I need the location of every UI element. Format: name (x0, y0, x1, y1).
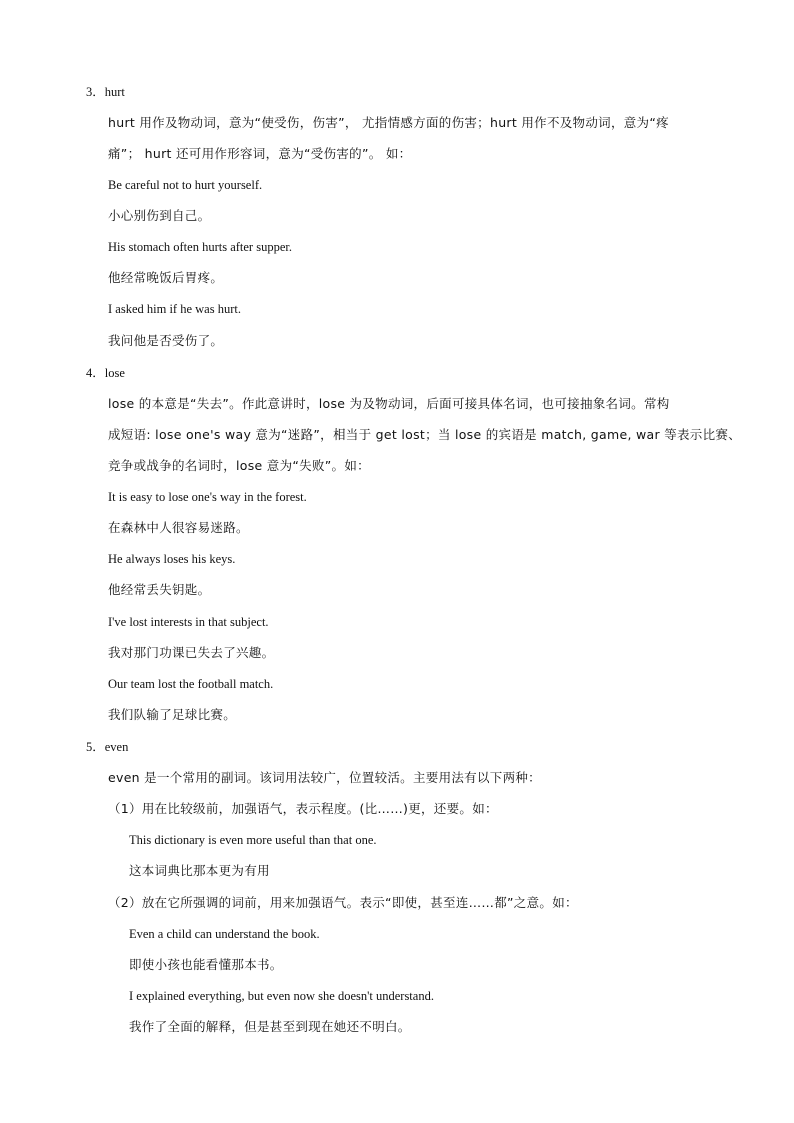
example-zh: 这本词典比那本更为有用 (129, 863, 270, 878)
example-zh: 我作了全面的解释，但是甚至到现在她还不明白。 (129, 1019, 411, 1034)
example-en: Be careful not to hurt yourself. (108, 178, 263, 192)
usage-label-1: （1）用在比较级前，加强语气，表示程度。(比……)更，还要。如： (108, 801, 498, 816)
example-en: I explained everything, but even now she doesn't understand. (129, 989, 434, 1003)
example-en: Our team lost the football match. (108, 677, 274, 691)
example-en: It is easy to lose one's way in the forest. (108, 490, 307, 504)
hurt-intro-line-2: 痛”； hurt 还可用作形容词，意为“受伤害的”。 如： (108, 146, 412, 161)
section-heading-even: 5．even (86, 740, 129, 754)
lose-intro-line-3: 竞争或战争的名词时，lose 意为“失败”。如： (108, 458, 370, 473)
usage-label-2: （2）放在它所强调的词前，用来加强语气。表示“即使，甚至连……都”之意。如： (108, 895, 578, 910)
even-intro-line-1: even 是一个常用的副词。该词用法较广，位置较活。主要用法有以下两种： (108, 770, 541, 785)
example-zh: 他经常晚饭后胃疼。 (108, 270, 224, 285)
example-en: Even a child can understand the book. (129, 927, 320, 941)
example-zh: 即使小孩也能看懂那本书。 (129, 957, 283, 972)
example-zh: 我对那门功课已失去了兴趣。 (108, 645, 275, 660)
example-zh: 小心别伤到自己。 (108, 208, 211, 223)
example-en: I've lost interests in that subject. (108, 615, 269, 629)
example-zh: 他经常丢失钥匙。 (108, 582, 211, 597)
example-en: His stomach often hurts after supper. (108, 240, 292, 254)
example-en: This dictionary is even more useful than that one. (129, 833, 377, 847)
section-heading-hurt: 3．hurt (86, 85, 125, 99)
example-zh: 我问他是否受伤了。 (108, 333, 224, 348)
example-zh: 我们队输了足球比赛。 (108, 707, 237, 722)
section-heading-lose: 4．lose (86, 366, 125, 380)
example-en: He always loses his keys. (108, 552, 236, 566)
hurt-intro-line-1: hurt 用作及物动词，意为“使受伤，伤害”， 尤指情感方面的伤害；hurt 用作不及物动词，意为“疼 (108, 115, 669, 130)
example-en: I asked him if he was hurt. (108, 302, 241, 316)
lose-intro-line-2: 成短语: lose one's way 意为“迷路”，相当于 get lost；当 lose 的宾语是 match, game, war 等表示比赛、 (108, 427, 742, 442)
example-zh: 在森林中人很容易迷路。 (108, 520, 249, 535)
lose-intro-line-1: lose 的本意是“失去”。作此意讲时，lose 为及物动词，后面可接具体名词，也可接抽象名词。常构 (108, 396, 670, 411)
